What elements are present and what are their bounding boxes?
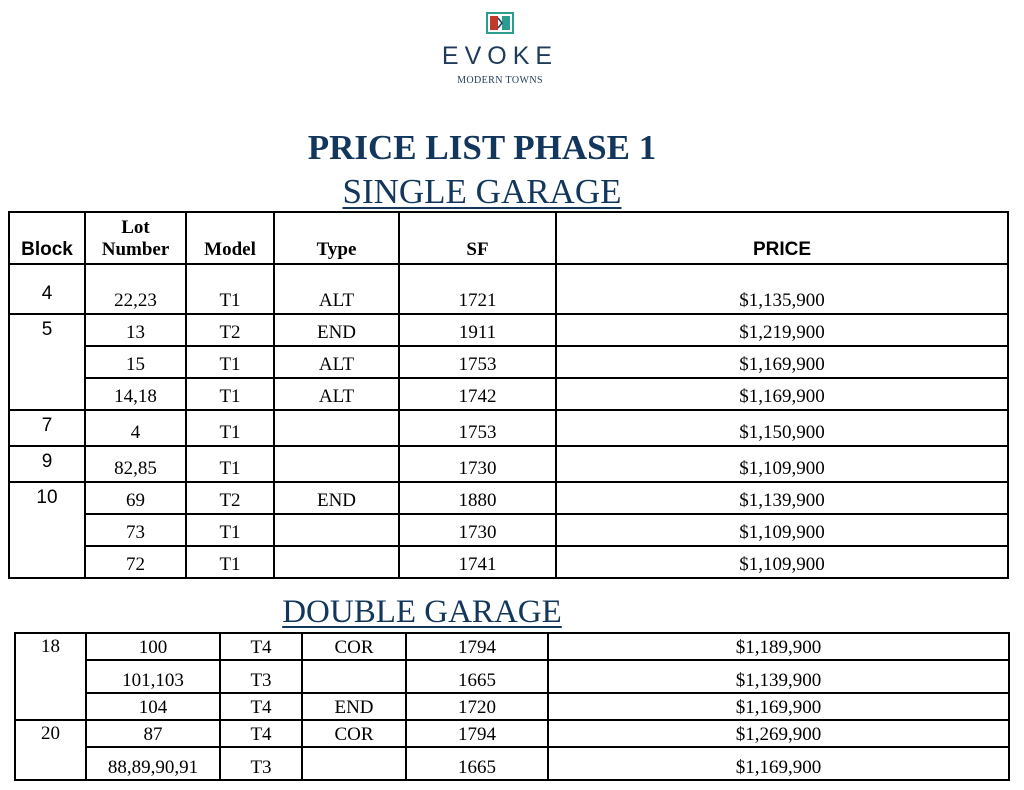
price-cell: $1,139,900 [548,660,1009,693]
type-cell: COR [302,633,406,660]
table-row [15,693,1009,720]
sf-cell: 1720 [406,693,548,720]
block-cell: 4 [9,264,85,314]
model-cell: T3 [220,747,302,780]
sf-cell: 1742 [399,378,556,410]
price-cell: $1,139,900 [556,482,1008,514]
type-cell: ALT [274,264,399,314]
sf-cell: 1753 [399,410,556,446]
model-cell: T2 [186,314,274,346]
double-garage-heading: DOUBLE GARAGE [282,594,562,630]
lot-cell: 14,18 [85,378,186,410]
lot-cell: 22,23 [85,264,186,314]
sf-cell: 1794 [406,720,548,747]
table-row [9,514,1008,546]
lot-cell: 82,85 [85,446,186,482]
price-cell: $1,169,900 [548,747,1009,780]
lot-cell: 69 [85,482,186,514]
brand-name: EVOKE [441,42,559,70]
sf-cell: 1741 [399,546,556,578]
header-lot-line2: Number [101,239,170,260]
header-lot-line1: Lot [121,217,150,238]
block-cell: 10 [9,482,85,578]
price-cell: $1,269,900 [548,720,1009,747]
header-model: Model [186,212,274,264]
table-header-row [9,212,1008,264]
price-cell: $1,189,900 [548,633,1009,660]
block-cell: 5 [9,314,85,410]
double-garage-table [14,632,1010,781]
block-cell: 18 [15,633,86,720]
price-cell: $1,135,900 [556,264,1008,314]
type-cell: ALT [274,378,399,410]
lot-cell: 101,103 [86,660,220,693]
type-cell: END [274,314,399,346]
evoke-logo [430,8,570,88]
block-cell: 9 [9,446,85,482]
model-cell: T4 [220,693,302,720]
lot-cell: 15 [85,346,186,378]
price-cell: $1,219,900 [556,314,1008,346]
type-cell [274,410,399,446]
header-price: PRICE [556,212,1008,264]
sf-cell: 1665 [406,747,548,780]
model-cell: T3 [220,660,302,693]
header-sf: SF [399,212,556,264]
sf-cell: 1730 [399,446,556,482]
model-cell: T4 [220,633,302,660]
lot-cell: 87 [86,720,220,747]
price-cell: $1,169,900 [548,693,1009,720]
table-row [9,410,1008,446]
sf-cell: 1794 [406,633,548,660]
type-cell [274,446,399,482]
price-cell: $1,169,900 [556,346,1008,378]
lot-cell: 72 [85,546,186,578]
type-cell: ALT [274,346,399,378]
model-cell: T1 [186,378,274,410]
model-cell: T1 [186,446,274,482]
single-garage-heading: SINGLE GARAGE [342,172,622,211]
type-cell: COR [302,720,406,747]
price-cell: $1,150,900 [556,410,1008,446]
block-cell: 20 [15,720,86,780]
table-row [15,747,1009,780]
type-cell: END [302,693,406,720]
model-cell: T1 [186,514,274,546]
model-cell: T4 [220,720,302,747]
type-cell: END [274,482,399,514]
sf-cell: 1911 [399,314,556,346]
lot-cell: 100 [86,633,220,660]
header-type: Type [274,212,399,264]
model-cell: T1 [186,546,274,578]
table-row [9,482,1008,514]
sf-cell: 1721 [399,264,556,314]
table-row [9,378,1008,410]
single-garage-table [8,211,1009,579]
table-row [15,720,1009,747]
header-block: Block [9,212,85,264]
type-cell [302,660,406,693]
sf-cell: 1880 [399,482,556,514]
lot-cell: 73 [85,514,186,546]
type-cell [274,514,399,546]
type-cell [274,546,399,578]
header-lot-number [85,212,186,264]
lot-cell: 88,89,90,91 [86,747,220,780]
table-row [9,446,1008,482]
price-cell: $1,109,900 [556,546,1008,578]
sf-cell: 1665 [406,660,548,693]
lot-cell: 13 [85,314,186,346]
model-cell: T2 [186,482,274,514]
model-cell: T1 [186,346,274,378]
logo-mark-icon [486,12,514,34]
brand-tagline: MODERN TOWNS [457,75,543,86]
table-row [15,633,1009,660]
table-row [9,346,1008,378]
page-title: PRICE LIST PHASE 1 [307,128,657,167]
lot-cell: 4 [85,410,186,446]
price-cell: $1,109,900 [556,446,1008,482]
lot-cell: 104 [86,693,220,720]
block-cell: 7 [9,410,85,446]
price-cell: $1,109,900 [556,514,1008,546]
table-row [15,660,1009,693]
table-row [9,546,1008,578]
model-cell: T1 [186,410,274,446]
sf-cell: 1730 [399,514,556,546]
model-cell: T1 [186,264,274,314]
sf-cell: 1753 [399,346,556,378]
table-row [9,314,1008,346]
type-cell [302,747,406,780]
price-cell: $1,169,900 [556,378,1008,410]
table-row [9,264,1008,314]
